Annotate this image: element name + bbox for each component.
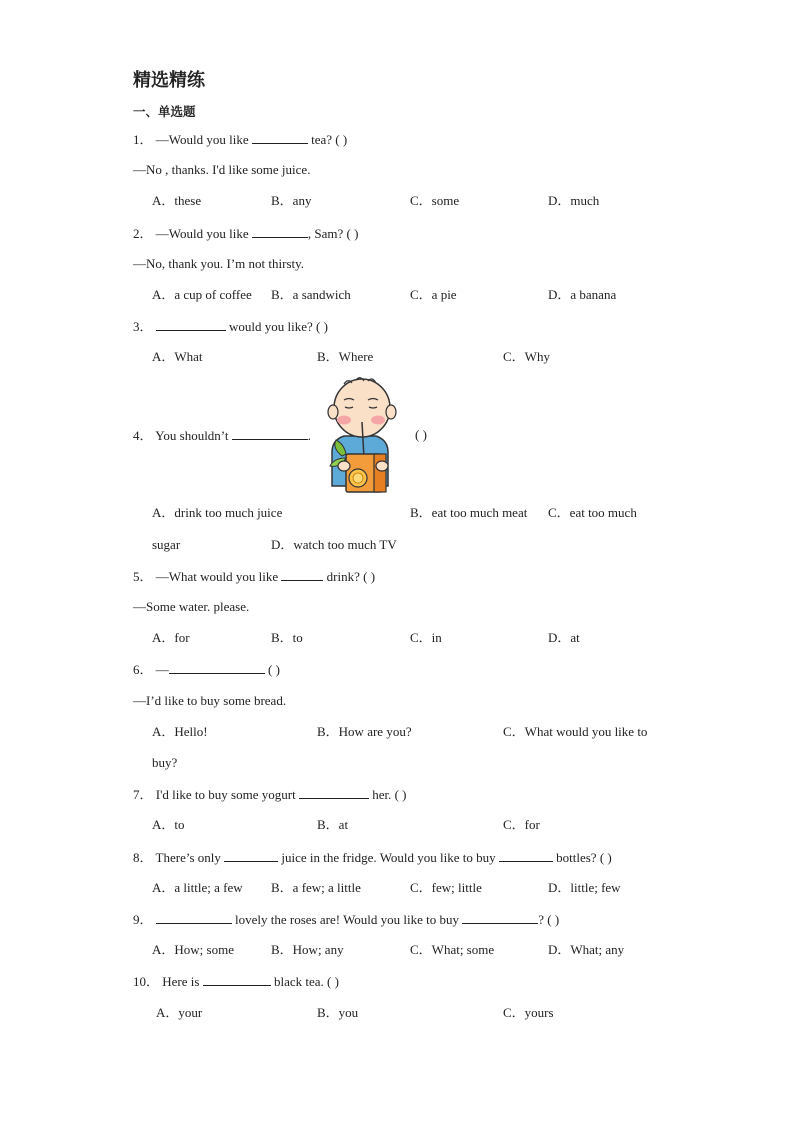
question-text: There’s only — [155, 850, 221, 865]
option-b[interactable]: B．a few; a little — [271, 880, 361, 895]
question-7 — [133, 786, 406, 803]
answer-blank[interactable] — [281, 568, 323, 581]
question-text: would you like? ( ) — [229, 319, 328, 334]
option-b[interactable]: B．a sandwich — [271, 287, 351, 302]
option-a[interactable]: A．What — [152, 349, 203, 364]
option-c[interactable]: C．a pie — [410, 287, 457, 302]
option-d[interactable]: D．much — [548, 193, 600, 208]
answer-blank[interactable] — [252, 225, 308, 238]
option-d[interactable]: D．a banana — [548, 287, 617, 302]
question-9 — [133, 911, 559, 928]
option-c-continued: buy? — [152, 755, 178, 770]
question-number: 10． — [133, 974, 160, 989]
option-d[interactable]: D．at — [548, 630, 580, 645]
option-b[interactable]: B．eat too much meat — [410, 505, 528, 520]
answer-blank[interactable] — [224, 849, 278, 862]
option-a[interactable]: A．Hello! — [152, 724, 208, 739]
option-c[interactable]: C．in — [410, 630, 442, 645]
question-text: —Would you like — [155, 132, 249, 147]
page-title: 精选精练 — [133, 70, 205, 91]
question-10 — [133, 973, 339, 990]
option-d[interactable]: D．little; few — [548, 880, 621, 895]
option-d[interactable]: D．watch too much TV — [271, 537, 397, 552]
question-text: bottles? ( ) — [556, 850, 612, 865]
option-a[interactable]: A．a cup of coffee — [152, 287, 252, 302]
answer-blank[interactable] — [156, 318, 226, 331]
option-b[interactable]: B．to — [271, 630, 303, 645]
question-4-paren: ( ) — [415, 427, 427, 442]
question-text: ( ) — [268, 662, 280, 677]
question-6-response: —I’d like to buy some bread. — [133, 693, 287, 708]
option-b[interactable]: B．any — [271, 193, 312, 208]
question-1 — [133, 131, 347, 148]
option-b[interactable]: B．How; any — [271, 942, 344, 957]
question-number: 7． — [133, 787, 153, 802]
option-a[interactable]: A．a little; a few — [152, 880, 243, 895]
question-text: You shouldn’t — [155, 428, 229, 443]
question-number: 5． — [133, 569, 153, 584]
question-6 — [133, 661, 280, 678]
option-c[interactable]: C．Why — [503, 349, 550, 364]
option-a[interactable]: A．these — [152, 193, 202, 208]
question-text: —Would you like — [155, 226, 249, 241]
answer-blank[interactable] — [232, 427, 308, 440]
question-4: 4． You shouldn’t . — [133, 428, 312, 443]
option-a[interactable]: A．drink too much juice — [152, 505, 283, 520]
question-text: —What would you like — [155, 569, 279, 584]
section-heading: 一、单选题 — [133, 104, 196, 119]
answer-blank[interactable] — [169, 661, 265, 674]
option-b[interactable]: B．you — [317, 1005, 359, 1020]
option-c[interactable]: C．some — [410, 193, 460, 208]
question-number: 3． — [133, 319, 153, 334]
question-text: — — [155, 662, 169, 677]
question-text: ? ( ) — [538, 912, 560, 927]
question-2-response: —No, thank you. I’m not thirsty. — [133, 256, 305, 271]
question-3 — [133, 318, 328, 335]
question-text: her. ( ) — [372, 787, 407, 802]
question-number: 9． — [133, 912, 153, 927]
question-5-response: —Some water. please. — [133, 599, 250, 614]
boy-drinking-juice-illustration — [322, 374, 398, 494]
option-b[interactable]: B．Where — [317, 349, 374, 364]
option-a[interactable]: A．your — [156, 1005, 203, 1020]
option-c[interactable]: C．What would you like to — [503, 724, 648, 739]
question-2 — [133, 225, 358, 242]
question-number: 2． — [133, 226, 153, 241]
question-1-response: —No , thanks. I'd like some juice. — [133, 162, 311, 177]
question-text: , Sam? ( ) — [307, 226, 359, 241]
answer-blank[interactable] — [462, 911, 538, 924]
question-8 — [133, 849, 612, 866]
question-text: lovely the roses are! Would you like to buy — [235, 912, 460, 927]
option-a[interactable]: A．How; some — [152, 942, 234, 957]
option-c[interactable]: C．few; little — [410, 880, 482, 895]
option-a[interactable]: A．for — [152, 630, 190, 645]
question-number: 6． — [133, 662, 153, 677]
question-text: drink? ( ) — [326, 569, 376, 584]
question-number: 8． — [133, 850, 153, 865]
answer-blank[interactable] — [252, 131, 308, 144]
option-c[interactable]: C．What; some — [410, 942, 495, 957]
option-b[interactable]: B．How are you? — [317, 724, 412, 739]
answer-blank[interactable] — [156, 911, 232, 924]
question-text: I'd like to buy some yogurt — [155, 787, 296, 802]
question-text: tea? ( ) — [311, 132, 348, 147]
option-b[interactable]: B．at — [317, 817, 349, 832]
question-text: Here is — [162, 974, 200, 989]
option-c-continued: sugar — [152, 537, 181, 552]
question-text: juice in the fridge. Would you like to buy — [281, 850, 496, 865]
option-d[interactable]: D．What; any — [548, 942, 625, 957]
answer-blank[interactable] — [203, 973, 271, 986]
option-c[interactable]: C．yours — [503, 1005, 554, 1020]
question-text: black tea. ( ) — [273, 974, 339, 989]
answer-blank[interactable] — [499, 849, 553, 862]
answer-blank[interactable] — [299, 786, 369, 799]
question-5 — [133, 568, 375, 585]
question-number: 1． — [133, 132, 153, 147]
option-c[interactable]: C．for — [503, 817, 540, 832]
question-number: 4． — [133, 428, 153, 443]
option-a[interactable]: A．to — [152, 817, 185, 832]
option-c[interactable]: C．eat too much — [548, 505, 637, 520]
